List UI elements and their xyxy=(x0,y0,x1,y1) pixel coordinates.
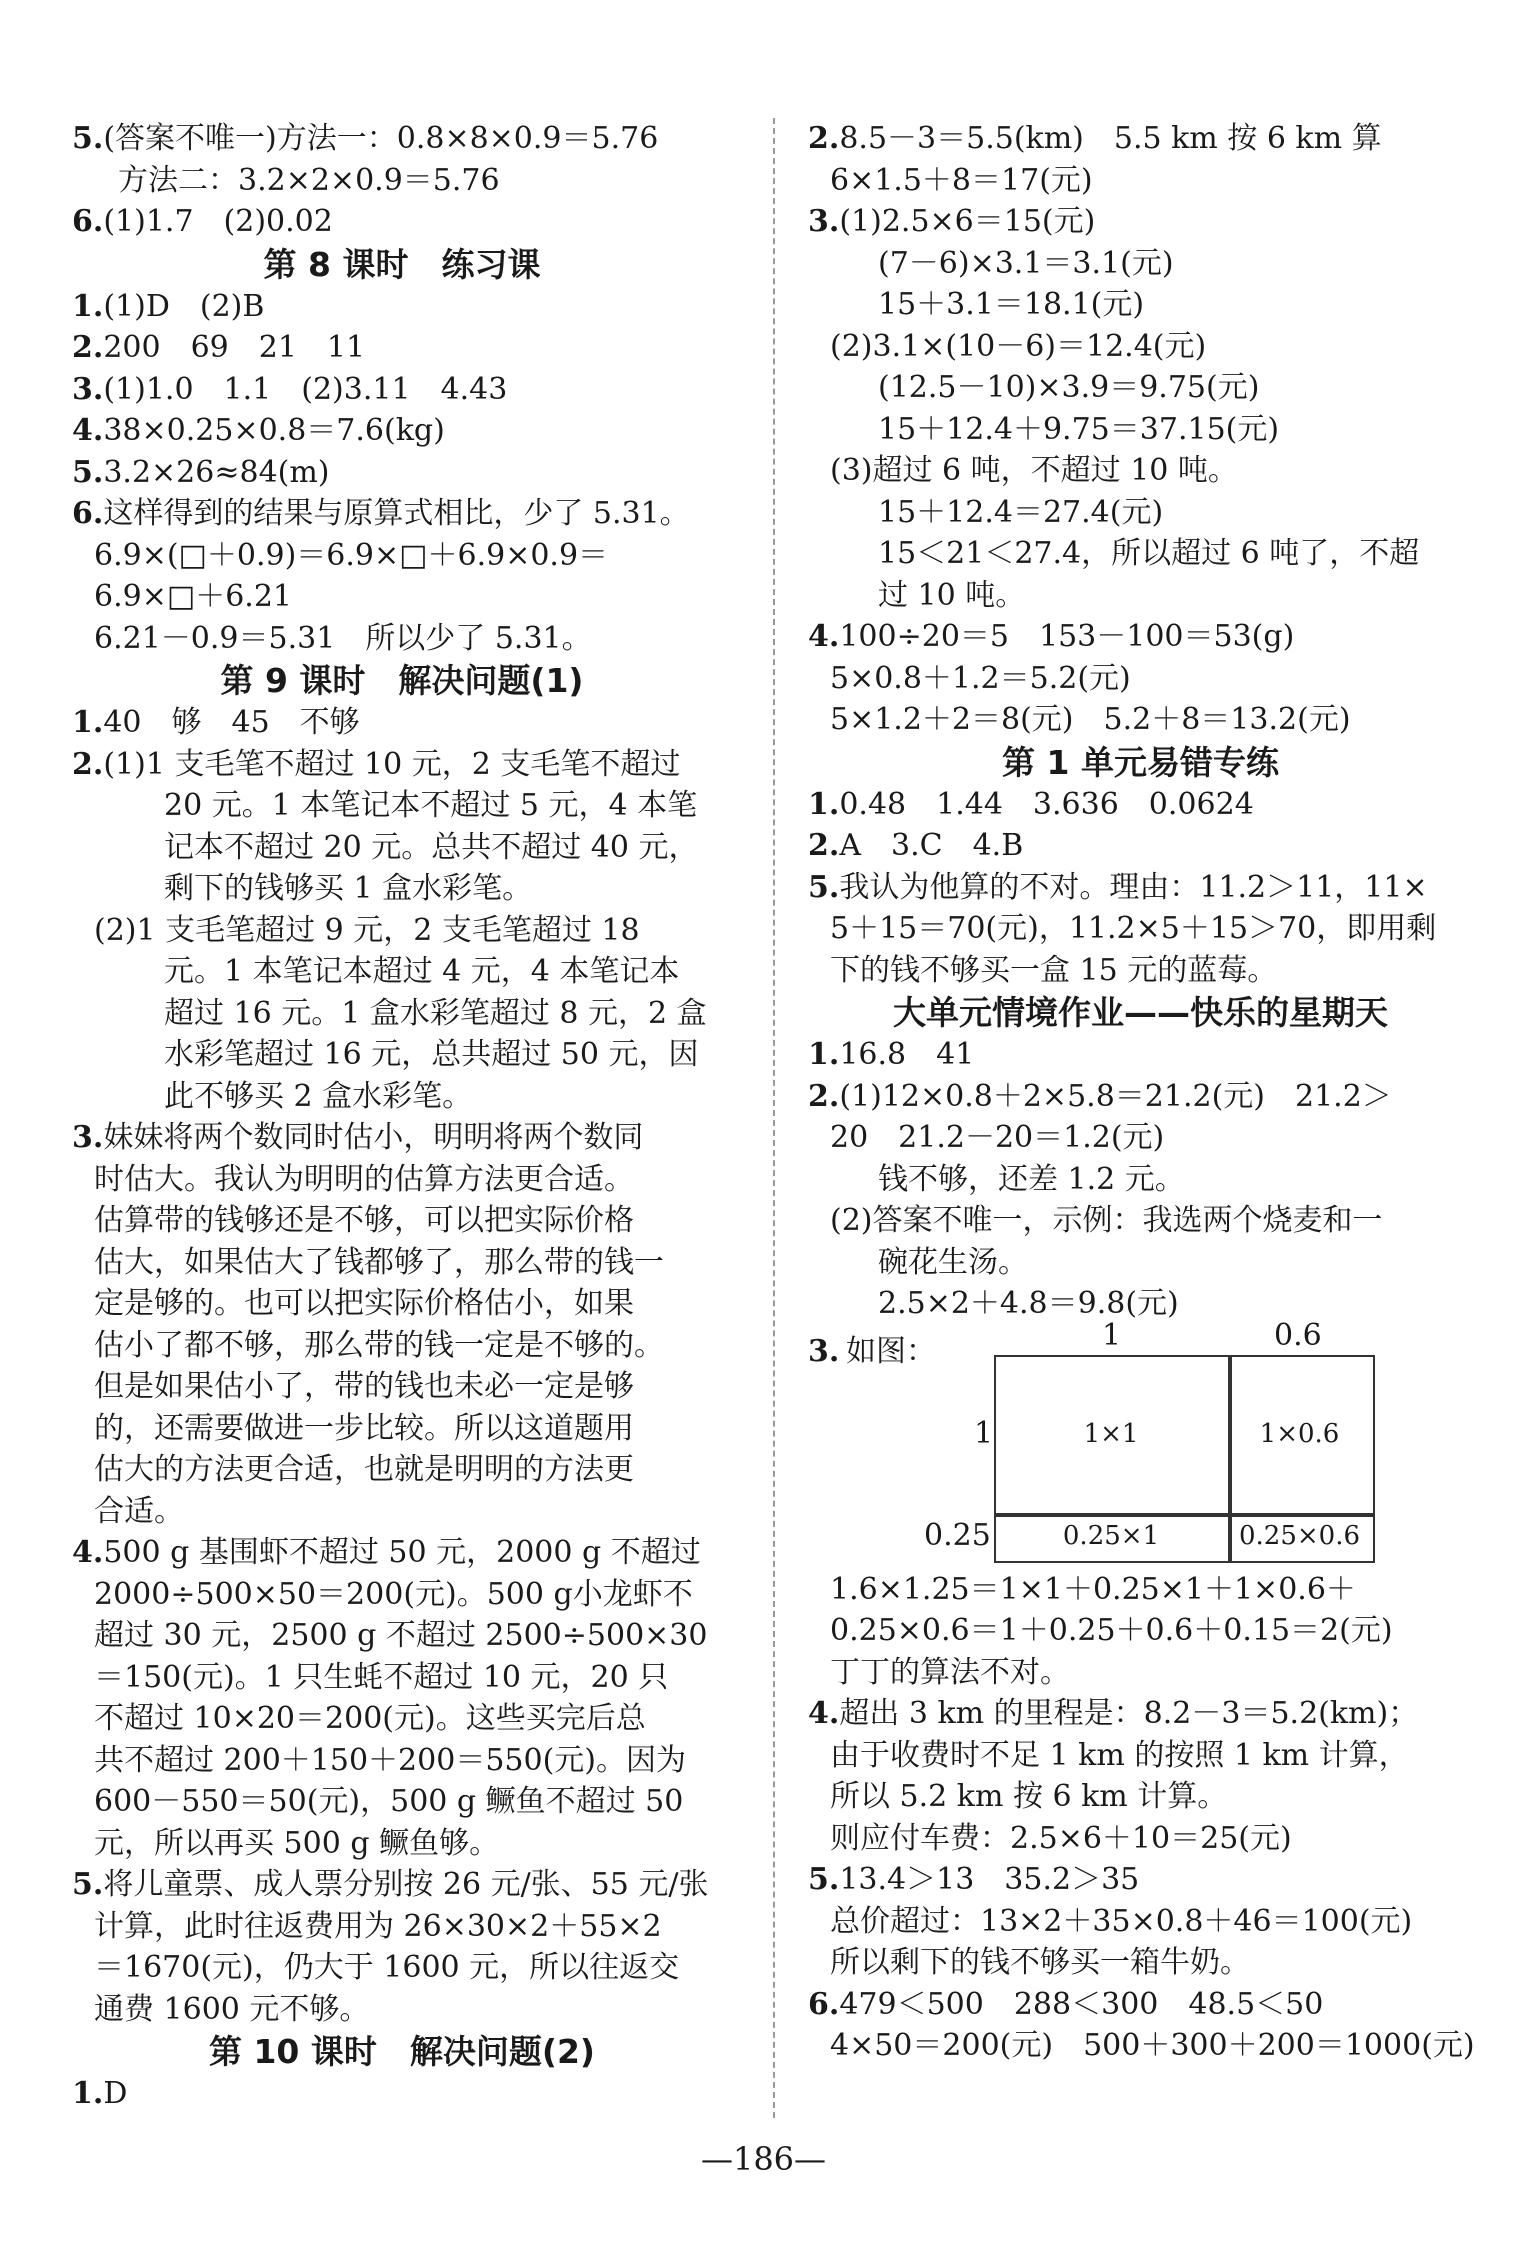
answer-line xyxy=(808,492,1473,534)
answer-line xyxy=(808,1859,1473,1901)
answer-text: 合适。 xyxy=(94,1493,184,1529)
question-number: 3. xyxy=(72,371,104,407)
question-number: 3. xyxy=(72,1120,104,1155)
answer-line xyxy=(72,993,732,1035)
question-number: 6. xyxy=(72,204,104,239)
answer-text: 丁丁的算法不对。 xyxy=(830,1654,1070,1690)
answer-line xyxy=(72,618,732,660)
answer-line xyxy=(72,951,732,993)
answer-text: 定是够的。也可以把实际价格估小，如果 xyxy=(94,1286,634,1321)
rectangle-part-label: 0.25×1 xyxy=(1062,1520,1160,1551)
question-number: 6. xyxy=(808,1986,840,2022)
answer-line xyxy=(72,702,732,744)
question-number: 5. xyxy=(72,121,104,156)
answer-text: 我认为他算的不对。理由：11.2＞11，11× xyxy=(839,869,1428,905)
answer-line xyxy=(808,699,1473,741)
answer-text: (1)D (2)B xyxy=(103,288,265,324)
answer-text: A 3.C 4.B xyxy=(839,828,1024,863)
answer-line xyxy=(72,1823,732,1865)
answer-line xyxy=(808,118,1473,160)
answer-text: 40 够 45 不够 xyxy=(103,705,360,740)
answer-text: 2000÷500×50＝200(元)。500 g小龙虾不 xyxy=(94,1576,693,1612)
answer-text: (7－6)×3.1＝3.1(元) xyxy=(878,245,1174,281)
answer-text: 500 g 基围虾不超过 50 元，2000 g 不超过 xyxy=(103,1535,701,1570)
answer-text: 妹妹将两个数同时估小，明明将两个数同 xyxy=(103,1120,644,1155)
answer-line xyxy=(808,867,1473,909)
answer-line xyxy=(72,410,732,452)
answer-text: D xyxy=(103,2076,128,2111)
answer-line xyxy=(72,1906,732,1948)
answer-text: 下的钱不够买一盒 15 元的蓝莓。 xyxy=(830,952,1278,988)
answer-text: 超过 30 元，2500 g 不超过 2500÷500×30 xyxy=(94,1618,708,1653)
answer-text: (1)1.0 1.1 (2)3.11 4.43 xyxy=(103,371,508,407)
question-number: 2. xyxy=(808,121,840,156)
answer-line xyxy=(808,160,1473,202)
answer-line xyxy=(808,243,1473,285)
left-column xyxy=(72,118,732,2115)
answer-line xyxy=(72,785,732,827)
question-number: 2. xyxy=(72,330,104,365)
answer-text: 将儿童票、成人票分别按 26 元/张、55 元/张 xyxy=(103,1867,709,1902)
question-number: 1. xyxy=(72,2076,104,2111)
answer-text: 1.6×1.25＝1×1＋0.25×1＋1×0.6＋ xyxy=(830,1571,1356,1607)
answer-text: (2)1 支毛笔超过 9 元，2 支毛笔超过 18 xyxy=(94,912,640,948)
rectangle-part-label: 1×0.6 xyxy=(1259,1418,1340,1449)
answer-line xyxy=(808,1652,1473,1694)
answer-text: 过 10 吨。 xyxy=(878,577,1026,613)
answer-text: 但是如果估小了，带的钱也未必一定是够 xyxy=(94,1369,634,1404)
answer-text: 8.5－3＝5.5(km) 5.5 km 按 6 km 算 xyxy=(839,121,1382,156)
answer-text: (2)答案不唯一，示例：我选两个烧麦和一 xyxy=(830,1203,1383,1238)
section-heading: 第 8 课时 练习课 xyxy=(263,244,541,284)
answer-text: 由于收费时不足 1 km 的按照 1 km 计算， xyxy=(830,1737,1409,1773)
answer-line xyxy=(808,1200,1473,1242)
answer-line xyxy=(72,576,732,618)
answer-text: 时估大。我认为明明的估算方法更合适。 xyxy=(94,1161,634,1197)
answer-text: 15＜21＜27.4，所以超过 6 吨了，不超 xyxy=(878,536,1420,571)
answer-line xyxy=(808,1693,1473,1735)
answer-text: (12.5－10)×3.9＝9.75(元) xyxy=(878,370,1260,405)
answer-line xyxy=(72,286,732,328)
answer-text: 5＋15＝70(元)，11.2×5＋15＞70，即用剩 xyxy=(830,911,1437,946)
question-number: 4. xyxy=(72,413,104,448)
width-label: 1 xyxy=(1102,1317,1122,1353)
answer-line xyxy=(72,1698,732,1740)
answer-text: 估算带的钱够还是不够，可以把实际价格 xyxy=(94,1203,634,1238)
question-number: 1. xyxy=(808,786,840,822)
answer-text: 超出 3 km 的里程是：8.2－3＝5.2(km)； xyxy=(839,1696,1419,1731)
answer-line xyxy=(808,1776,1473,1818)
answer-line xyxy=(808,1569,1473,1611)
answer-line xyxy=(72,369,732,411)
answer-text: (答案不唯一)方法一：0.8×8×0.9＝5.76 xyxy=(103,121,659,156)
answer-text: 13.4＞13 35.2＞35 xyxy=(839,1862,1140,1897)
answer-text: 估大，如果估大了钱都够了，那么带的钱一 xyxy=(94,1244,664,1280)
question-number: 5. xyxy=(808,1862,840,1897)
answer-text: 水彩笔超过 16 元，总共超过 50 元，因 xyxy=(164,1037,699,1072)
question-number: 5. xyxy=(72,1867,104,1902)
answer-text: 则应付车费：2.5×6＋10＝25(元) xyxy=(830,1820,1292,1856)
answer-text: 5×0.8＋1.2＝5.2(元) xyxy=(830,660,1131,696)
answer-text: 超过 16 元。1 盒水彩笔超过 8 元，2 盒 xyxy=(164,995,707,1031)
answer-text: 共不超过 200＋150＋200＝550(元)。因为 xyxy=(94,1742,686,1778)
answer-line xyxy=(72,1740,732,1782)
answer-line xyxy=(808,575,1473,617)
section-heading: 第 1 单元易错专练 xyxy=(1002,742,1279,782)
answer-line xyxy=(808,1242,1473,1284)
answer-line xyxy=(72,1366,732,1408)
answer-line xyxy=(72,535,732,577)
answer-text: 的，还需要做进一步比较。所以这道题用 xyxy=(94,1410,634,1446)
answer-line xyxy=(72,910,732,952)
answer-text: 钱不够，还差 1.2 元。 xyxy=(878,1161,1185,1197)
answer-text: 16.8 41 xyxy=(839,1037,975,1072)
answer-text: 20 21.2－20＝1.2(元) xyxy=(830,1120,1165,1155)
answer-line xyxy=(808,784,1473,826)
answer-text: 15＋3.1＝18.1(元) xyxy=(878,287,1145,322)
section-heading: 大单元情境作业——快乐的星期天 xyxy=(893,993,1388,1032)
question-number: 4. xyxy=(808,1696,840,1731)
answer-line xyxy=(72,868,732,910)
answer-line xyxy=(808,950,1473,992)
question-number: 2. xyxy=(808,828,840,863)
answer-line xyxy=(72,1076,732,1118)
answer-line xyxy=(72,1200,732,1242)
answer-text: 估小了都不够，那么带的钱一定是不够的。 xyxy=(94,1327,664,1363)
answer-line xyxy=(72,1864,732,1906)
answer-line xyxy=(808,1818,1473,1860)
answer-line xyxy=(72,1325,732,1367)
answer-line xyxy=(808,1901,1473,1943)
answer-text: 6.21－0.9＝5.31 所以少了 5.31。 xyxy=(94,620,592,656)
answer-line xyxy=(72,2073,732,2115)
answer-text: 4×50＝200(元) 500＋300＋200＝1000(元) xyxy=(830,2028,1475,2063)
answer-text: 所以 5.2 km 按 6 km 计算。 xyxy=(830,1779,1228,1814)
answer-line xyxy=(72,1491,732,1533)
answer-line xyxy=(808,1283,1473,1325)
answer-line xyxy=(72,452,732,494)
answer-text: 200 69 21 11 xyxy=(103,330,366,365)
answer-text: 不超过 10×20＝200(元)。这些买完后总 xyxy=(94,1701,646,1736)
question-number: 3. xyxy=(808,1333,840,1369)
answer-line xyxy=(808,1942,1473,1984)
section-heading: 第 9 课时 解决问题(1) xyxy=(220,661,584,700)
answer-text: 479＜500 288＜300 48.5＜50 xyxy=(839,1986,1324,2022)
answer-text: 如图： xyxy=(846,1333,936,1369)
question-number: 1. xyxy=(72,705,104,740)
answer-line xyxy=(72,201,732,243)
answer-text: ＝150(元)。1 只生蚝不超过 10 元，20 只 xyxy=(94,1659,669,1695)
page-number: —186— xyxy=(700,2140,827,2178)
answer-line xyxy=(808,409,1473,451)
answer-text: 0.25×0.6＝1＋0.25＋0.6＋0.15＝2(元) xyxy=(830,1613,1393,1648)
answer-text: 总价超过：13×2＋35×0.8＋46＝100(元) xyxy=(830,1903,1413,1939)
answer-line xyxy=(808,908,1473,950)
answer-line xyxy=(72,118,732,160)
answer-line xyxy=(808,825,1473,867)
answer-text: (2)3.1×(10－6)＝12.4(元) xyxy=(830,328,1207,364)
question-number: 5. xyxy=(808,869,840,905)
answer-text: 3.2×26≈84(m) xyxy=(103,454,330,490)
section-heading: 第 10 课时 解决问题(2) xyxy=(208,2032,596,2071)
column-divider xyxy=(773,118,775,2118)
answer-line xyxy=(808,1610,1473,1652)
answer-text: 元。1 本笔记本超过 4 元，4 本笔记本 xyxy=(164,954,680,989)
answer-line xyxy=(808,1117,1473,1159)
answer-text: 0.48 1.44 3.636 0.0624 xyxy=(839,786,1254,822)
answer-text: 剩下的钱够买 1 盒水彩笔。 xyxy=(164,871,533,906)
answer-text: (1)1.7 (2)0.02 xyxy=(103,204,333,239)
answer-line xyxy=(72,1159,732,1201)
answer-text: (1)1 支毛笔不超过 10 元，2 支毛笔不超过 xyxy=(103,746,681,782)
answer-line xyxy=(808,201,1473,243)
answer-line xyxy=(72,1449,732,1491)
answer-line xyxy=(808,284,1473,326)
question-number: 2. xyxy=(808,1078,840,1114)
answer-text: 38×0.25×0.8＝7.6(kg) xyxy=(103,413,445,448)
answer-line xyxy=(808,1034,1473,1076)
answer-text: 计算，此时往返费用为 26×30×2＋55×2 xyxy=(94,1908,662,1944)
answer-text: 6×1.5＋8＝17(元) xyxy=(830,162,1093,198)
answer-line xyxy=(808,533,1473,575)
question-number: 2. xyxy=(72,746,104,782)
question-number: 6. xyxy=(72,496,104,531)
answer-text: 此不够买 2 盒水彩笔。 xyxy=(164,1078,473,1114)
answer-line xyxy=(72,827,732,869)
answer-line xyxy=(808,616,1473,658)
answer-text: 20 元。1 本笔记本不超过 5 元，4 本笔 xyxy=(164,788,698,823)
answer-line xyxy=(808,1159,1473,1201)
answer-text: 6.9×□＋6.21 xyxy=(94,579,292,614)
answer-line xyxy=(72,744,732,786)
answer-line xyxy=(72,1283,732,1325)
answer-line xyxy=(808,1735,1473,1777)
answer-text: 15＋12.4＝27.4(元) xyxy=(878,494,1164,530)
answer-text: 15＋12.4＋9.75＝37.15(元) xyxy=(878,411,1280,447)
rectangle-part-label: 0.25×0.6 xyxy=(1238,1520,1361,1551)
answer-line xyxy=(72,327,732,369)
answer-text: 600－550＝50(元)，500 g 鳜鱼不超过 50 xyxy=(94,1784,684,1819)
answer-line xyxy=(72,1947,732,1989)
answer-text: 记本不超过 20 元。总共不超过 40 元， xyxy=(164,829,699,865)
answer-line xyxy=(808,367,1473,409)
answer-text: 这样得到的结果与原算式相比，少了 5.31。 xyxy=(103,496,690,531)
height-label: 1 xyxy=(974,1415,994,1451)
question-number: 4. xyxy=(808,619,840,654)
answer-line xyxy=(808,450,1473,492)
answer-text: 100÷20＝5 153－100＝53(g) xyxy=(839,619,1295,654)
question-number: 4. xyxy=(72,1535,104,1570)
answer-line xyxy=(72,1657,732,1699)
answer-text: 2.5×2＋4.8＝9.8(元) xyxy=(878,1286,1179,1321)
question-number: 5. xyxy=(72,454,104,490)
answer-line xyxy=(72,1574,732,1616)
answer-line xyxy=(72,1781,732,1823)
answer-line xyxy=(72,1408,732,1450)
question-number: 1. xyxy=(72,288,104,324)
answer-text: 估大的方法更合适，也就是明明的方法更 xyxy=(94,1452,634,1487)
question-number: 1. xyxy=(808,1037,840,1072)
area-model-figure xyxy=(808,1317,1473,1569)
answer-line xyxy=(72,1034,732,1076)
right-column xyxy=(808,118,1473,2067)
answer-line xyxy=(72,1615,732,1657)
answer-text: 方法二：3.2×2×0.9＝5.76 xyxy=(118,162,500,198)
answer-text: (1)2.5×6＝15(元) xyxy=(839,204,1096,239)
answer-line xyxy=(72,493,732,535)
answer-text: 6.9×(□＋0.9)＝6.9×□＋6.9×0.9＝ xyxy=(94,537,609,573)
answer-text: 碗花生汤。 xyxy=(878,1244,1028,1280)
answer-text: 所以剩下的钱不够买一箱牛奶。 xyxy=(830,1945,1250,1980)
height-label: 0.25 xyxy=(924,1517,991,1553)
answer-text: 元，所以再买 500 g 鳜鱼够。 xyxy=(94,1825,500,1861)
answer-line xyxy=(72,1242,732,1284)
answer-line xyxy=(72,1117,732,1159)
answer-text: 5×1.2＋2＝8(元) 5.2＋8＝13.2(元) xyxy=(830,702,1351,737)
answer-line xyxy=(808,1076,1473,1118)
question-number: 3. xyxy=(808,204,840,239)
answer-line xyxy=(808,2025,1473,2067)
answer-line xyxy=(808,1984,1473,2026)
answer-line xyxy=(808,326,1473,368)
answer-line xyxy=(808,658,1473,700)
answer-text: 通费 1600 元不够。 xyxy=(94,1991,370,2027)
answer-text: ＝1670(元)，仍大于 1600 元，所以往返交 xyxy=(94,1950,680,1985)
answer-line xyxy=(72,1989,732,2031)
answer-text: (1)12×0.8＋2×5.8＝21.2(元) 21.2＞ xyxy=(839,1078,1392,1114)
answer-line xyxy=(72,1532,732,1574)
rectangle-part-label: 1×1 xyxy=(1083,1418,1139,1449)
width-label: 0.6 xyxy=(1274,1317,1322,1353)
answer-text: (3)超过 6 吨，不超过 10 吨。 xyxy=(830,453,1238,488)
answer-line xyxy=(72,160,732,202)
